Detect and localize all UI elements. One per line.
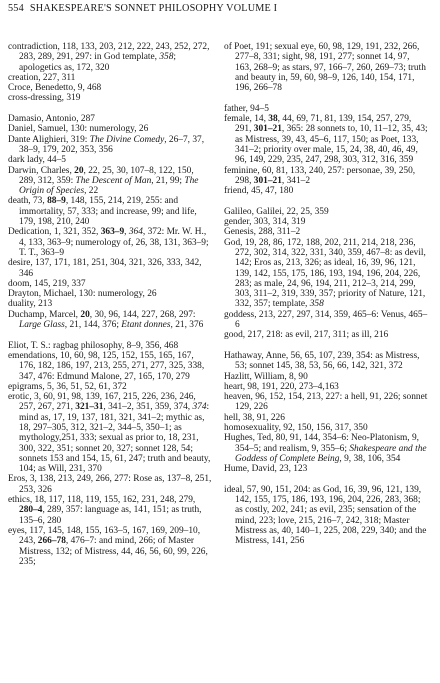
index-entry-italic-text: 364 (128, 227, 143, 238)
index-entry (8, 310, 212, 331)
letter-group-gap (8, 330, 212, 340)
index-entry-text: cross-dressing, 319 (8, 93, 81, 104)
index-entry (8, 196, 212, 227)
index-entry-bold-range: 363–9 (100, 227, 125, 238)
index-entry (224, 372, 428, 382)
index-entry (224, 485, 428, 547)
index-entry-text: Eros, 3, 138, 213, 249, 266, 277: Rose as, 137–8, 251, 253, 326 (8, 474, 212, 495)
index-entry-text: Croce, Benedetto, 9, 468 (8, 83, 102, 94)
index-entry-text: God, 19, 28, 86, 172, 188, 202, 211, 214, 218, 236, 272, 302, 314, 322, 331, 340, 359, 467–8: as devil, 142; Eros as, 213, 326; as ideal, 16, 39, 96, 121, 139, 142, 155, 175, 186, 193, 194, 196, 204, 226, 283; as male, 24, 96, 194, 211, 212–3, 214, 299, 303, 311–2, 319, 339, 357; priority of Nature, 121, 332, 357; template, (224, 237, 426, 310)
index-entry-text: , (124, 227, 129, 238)
index-entry-text: homosexuality, 92, 150, 156, 317, 350 (224, 422, 368, 433)
index-entry-text: , 44, 69, 71, 81, 139, 154, 257, 279, 291, (235, 114, 412, 135)
index-entry (224, 42, 428, 93)
index-entry-text: feminine, 60, 81, 133, 240, 257: personae, 39, 250, 298, (224, 165, 416, 186)
index-entry (224, 114, 428, 165)
index-entry-text: emendations, 10, 60, 98, 125, 152, 155, 165, 167, 176, 182, 186, 197, 213, 255, 271, 277, 325, 338, 347, 476: Edmund Malone, 27, 165, 170, 279 (8, 350, 205, 382)
index-entry-text: goddess, 213, 227, 297, 314, 359, 465–6: Venus, 465–6 (224, 309, 428, 331)
index-entry-italic-text: The Descent of Man (75, 175, 152, 186)
index-entry (8, 93, 212, 103)
index-columns (8, 42, 428, 567)
index-entry-text: creation, 227, 311 (8, 72, 76, 83)
index-entry-bold-range: 280–4 (19, 505, 43, 516)
index-entry (8, 351, 212, 382)
index-entry-text: ideal, 57, 90, 151, 204: as God, 16, 39, 96, 121, 139, 142, 155, 175, 186, 193, 196, 204, 226, 283, 368; as costly, 202, 241; as evil, 235; sensation of the mind, 223; love, 215, 216–7, 242, 318; Master Mistress as, 40, 140–1, 225, 208, 229, 340; and the Mistress, 141, 256 (224, 484, 427, 547)
index-entry-text: , 30, 96, 144, 227, 268, 297: (89, 309, 196, 320)
index-entry (8, 114, 212, 124)
letter-group-gap (224, 474, 428, 484)
index-entry (8, 495, 212, 526)
index-entry-text: , 21, 99; (151, 175, 185, 186)
index-entry (224, 330, 428, 340)
index-entry-text: heaven, 96, 152, 154, 213, 227: a hell, 91, 226; sonnet 129, 226 (224, 392, 428, 413)
index-entry (8, 299, 212, 309)
index-entry (8, 526, 212, 567)
index-entry (224, 423, 428, 433)
letter-group-gap (224, 341, 428, 351)
index-entry-italic-text: 374 (192, 402, 207, 413)
index-entry-text: desire, 137, 171, 181, 251, 304, 321, 326, 333, 342, 346 (8, 258, 202, 279)
page-number: 554 (8, 3, 24, 14)
index-entry-text: Hazlitt, William, 8, 90 (224, 371, 308, 382)
index-entry-bold-range: 88–9 (47, 196, 66, 207)
running-header (8, 2, 428, 18)
index-column-right (224, 42, 428, 567)
index-entry-bold-range: 20 (80, 309, 90, 320)
index-entry-text: gender, 303, 314, 319 (224, 217, 306, 228)
index-entry (8, 279, 212, 289)
index-entry-text: Eliot, T. S.: ragbag philosophy, 8–9, 356, 468 (8, 340, 179, 351)
index-entry (8, 341, 212, 351)
index-entry-text: doom, 145, 219, 337 (8, 278, 86, 289)
index-entry-text: death, 73, (8, 196, 48, 207)
index-entry-italic-text: 358 (159, 52, 174, 63)
index-entry-italic-text: Etant donnes (121, 320, 171, 331)
index-entry (8, 474, 212, 495)
index-entry-text: Dante Alighieri, 319: (8, 134, 90, 145)
index-entry (224, 104, 428, 114)
index-entry (8, 392, 212, 474)
index-entry (224, 464, 428, 474)
index-entry-text: , 365: 28 sonnets to, 10, 11–12, 35, 43; as Mistress, 39, 43, 45–6, 117, 150; as Poet, 133, 341–2; priority over male, 15, 24, 38, 40, 46, 49, 96, 149, 229, 235, 247, 298, 303, 312, 316, 359 (235, 124, 428, 166)
index-entry-text: Hughes, Ted, 80, 91, 144, 354–6: Neo-Platonism, 9, 354–5; and realism, 9, 355–6; (224, 433, 419, 454)
index-entry-italic-text: Shakespeare and the Goddess of Complete Being (235, 443, 427, 464)
index-entry-text: Damasio, Antonio, 287 (8, 114, 95, 125)
index-entry (8, 135, 212, 156)
index-entry (8, 42, 212, 73)
index-entry-text: , 476–7: and mind, 266; of Master Mistress, 132; of Mistress, 44, 46, 56, 60, 99, 226, 235; (19, 536, 208, 567)
index-entry-text: duality, 213 (8, 299, 53, 310)
index-entry (8, 73, 212, 83)
index-entry-text: female, 14, (224, 114, 269, 125)
index-entry-text: , 341–2, 351, 359, 374, (103, 402, 193, 413)
index-entry-text: : mind as, 17, 19, 137, 181, 321, 341–2; mythic as, 18, 297–305, 312, 321–2, 344–5, 350–1; as mythology,251, 333; sexual as prior to, 18, 231, 300, 322, 351; sonnet 20, 327; sonnet 128, 54; sonnets 153 and 154, 15, 61, 247; truth and beauty, 104; as Will, 231, 370 (19, 402, 211, 475)
index-entry (8, 166, 212, 197)
letter-group-gap (8, 104, 212, 114)
index-entry-text: , 22 (84, 186, 99, 197)
index-entry-italic-text: Large Glass (19, 320, 65, 331)
index-entry-text: dark lady, 44–5 (8, 155, 66, 166)
index-entry-text: , 148, 155, 214, 219, 255: and immortality, 57, 333; and increase, 99; and life, 179, 198, 210, 240 (19, 196, 197, 228)
index-entry-text: , 26–7, 37, 38–9, 179, 202, 353, 356 (19, 134, 205, 155)
index-entry-text: Drayton, Michael, 130: numerology, 26 (8, 289, 157, 300)
index-entry (8, 227, 212, 258)
index-column-left (8, 42, 212, 567)
index-entry (224, 413, 428, 423)
index-entry-text: hell, 38, 91, 226 (224, 412, 285, 423)
index-entry-bold-range: 301–21 (253, 175, 282, 186)
index-entry-text: friend, 45, 47, 180 (224, 186, 294, 197)
index-entry-text: epigrams, 5, 36, 51, 52, 61, 372 (8, 381, 127, 392)
index-entry-text: good, 217, 218: as evil, 217, 311; as ill, 216 (224, 330, 389, 341)
index-entry-text: , 289, 357: language as, 141, 151; as truth, 135–6, 280 (19, 505, 202, 526)
index-entry-italic-text: The Origin of Species (19, 175, 199, 197)
index-entry-text: erotic, 3, 60, 91, 98, 139, 167, 215, 226, 236, 246, 257, 267, 271, (8, 392, 196, 413)
index-entry (224, 310, 428, 331)
index-entry-bold-range: 266–78 (37, 536, 66, 547)
index-entry-bold-range: 38 (268, 114, 278, 125)
index-entry (8, 289, 212, 299)
index-entry-text: , 9, 38, 106, 354 (339, 453, 401, 464)
index-entry (224, 351, 428, 372)
index-entry-text: ; apologetics as, 172, 320 (19, 52, 177, 73)
index-entry-bold-range: 301–21 (253, 124, 282, 135)
index-entry-text: Darwin, Charles, (8, 165, 75, 176)
index-entry-text: , 22, 25, 30, 107–8, 122, 150, 289, 312, 359: (19, 165, 194, 186)
index-entry-text: Dedication, 1, 321, 352, (8, 227, 101, 238)
index-entry (224, 207, 428, 217)
index-entry-text: , 341–2 (281, 175, 310, 186)
index-entry-text: Hathaway, Anne, 56, 65, 107, 239, 354: as Mistress, 53; sonnet 145, 38, 53, 56, 66, 142, 321, 372 (224, 350, 420, 372)
index-entry (8, 155, 212, 165)
index-entry-text: heart, 98, 191, 220, 273–4,163 (224, 381, 339, 392)
index-entry (8, 382, 212, 392)
index-entry-italic-text: The Divine Comedy (89, 134, 165, 145)
index-entry (224, 186, 428, 196)
index-entry (224, 382, 428, 392)
index-entry-text: Duchamp, Marcel, (8, 309, 81, 320)
index-entry (8, 258, 212, 279)
index-entry (224, 392, 428, 413)
index-entry-text: Galileo, Galilei, 22, 25, 359 (224, 206, 329, 217)
index-entry-text: Daniel, Samuel, 130: numerology, 26 (8, 124, 149, 135)
index-entry (224, 238, 428, 310)
index-entry-text: , 21, 144, 376; (64, 320, 122, 331)
index-entry (224, 227, 428, 237)
index-entry (8, 124, 212, 134)
index-entry-bold-range: 321–31 (75, 402, 104, 413)
index-entry-text: , 372: Mr. W. H., 4, 133, 363–9; numerology of, 26, 38, 131, 363–9; T. T., 363–9 (19, 227, 209, 258)
letter-group-gap (224, 93, 428, 103)
running-title: SHAKESPEARE'S SONNET PHILOSOPHY VOLUME I (29, 3, 278, 14)
index-entry (224, 433, 428, 464)
index-entry-bold-range: 20 (74, 165, 84, 176)
index-entry-text: of Poet, 191; sexual eye, 60, 98, 129, 191, 232, 266, 277–8, 331; sight, 98, 191, 277; sonnet 14, 97, 163, 268–9; as stars, 97, 166–7, 260, 269–73; truth and beauty in, 59, 60, 98–9, 126, 140, 154, 171, 196, 266–78 (224, 42, 426, 94)
index-entry-text: ethics, 18, 117, 118, 119, 155, 162, 231, 248, 279, (8, 495, 196, 506)
index-entry-text: father, 94–5 (224, 103, 269, 114)
index-entry-text: contradiction, 118, 133, 203, 212, 222, 243, 252, 272, 283, 289, 291, 297: in God template, (8, 42, 210, 63)
index-entry-text: , 21, 376 (170, 320, 204, 331)
index-entry (8, 83, 212, 93)
index-entry-text: Genesis, 288, 311–2 (224, 227, 301, 238)
letter-group-gap (224, 196, 428, 206)
index-entry (224, 166, 428, 187)
index-entry-italic-text: 358 (309, 299, 324, 310)
index-entry (224, 217, 428, 227)
index-entry-text: eyes, 117, 145, 148, 155, 163–5, 167, 169, 209–10, 243, (8, 525, 201, 547)
index-entry-text: Hume, David, 23, 123 (224, 464, 308, 475)
